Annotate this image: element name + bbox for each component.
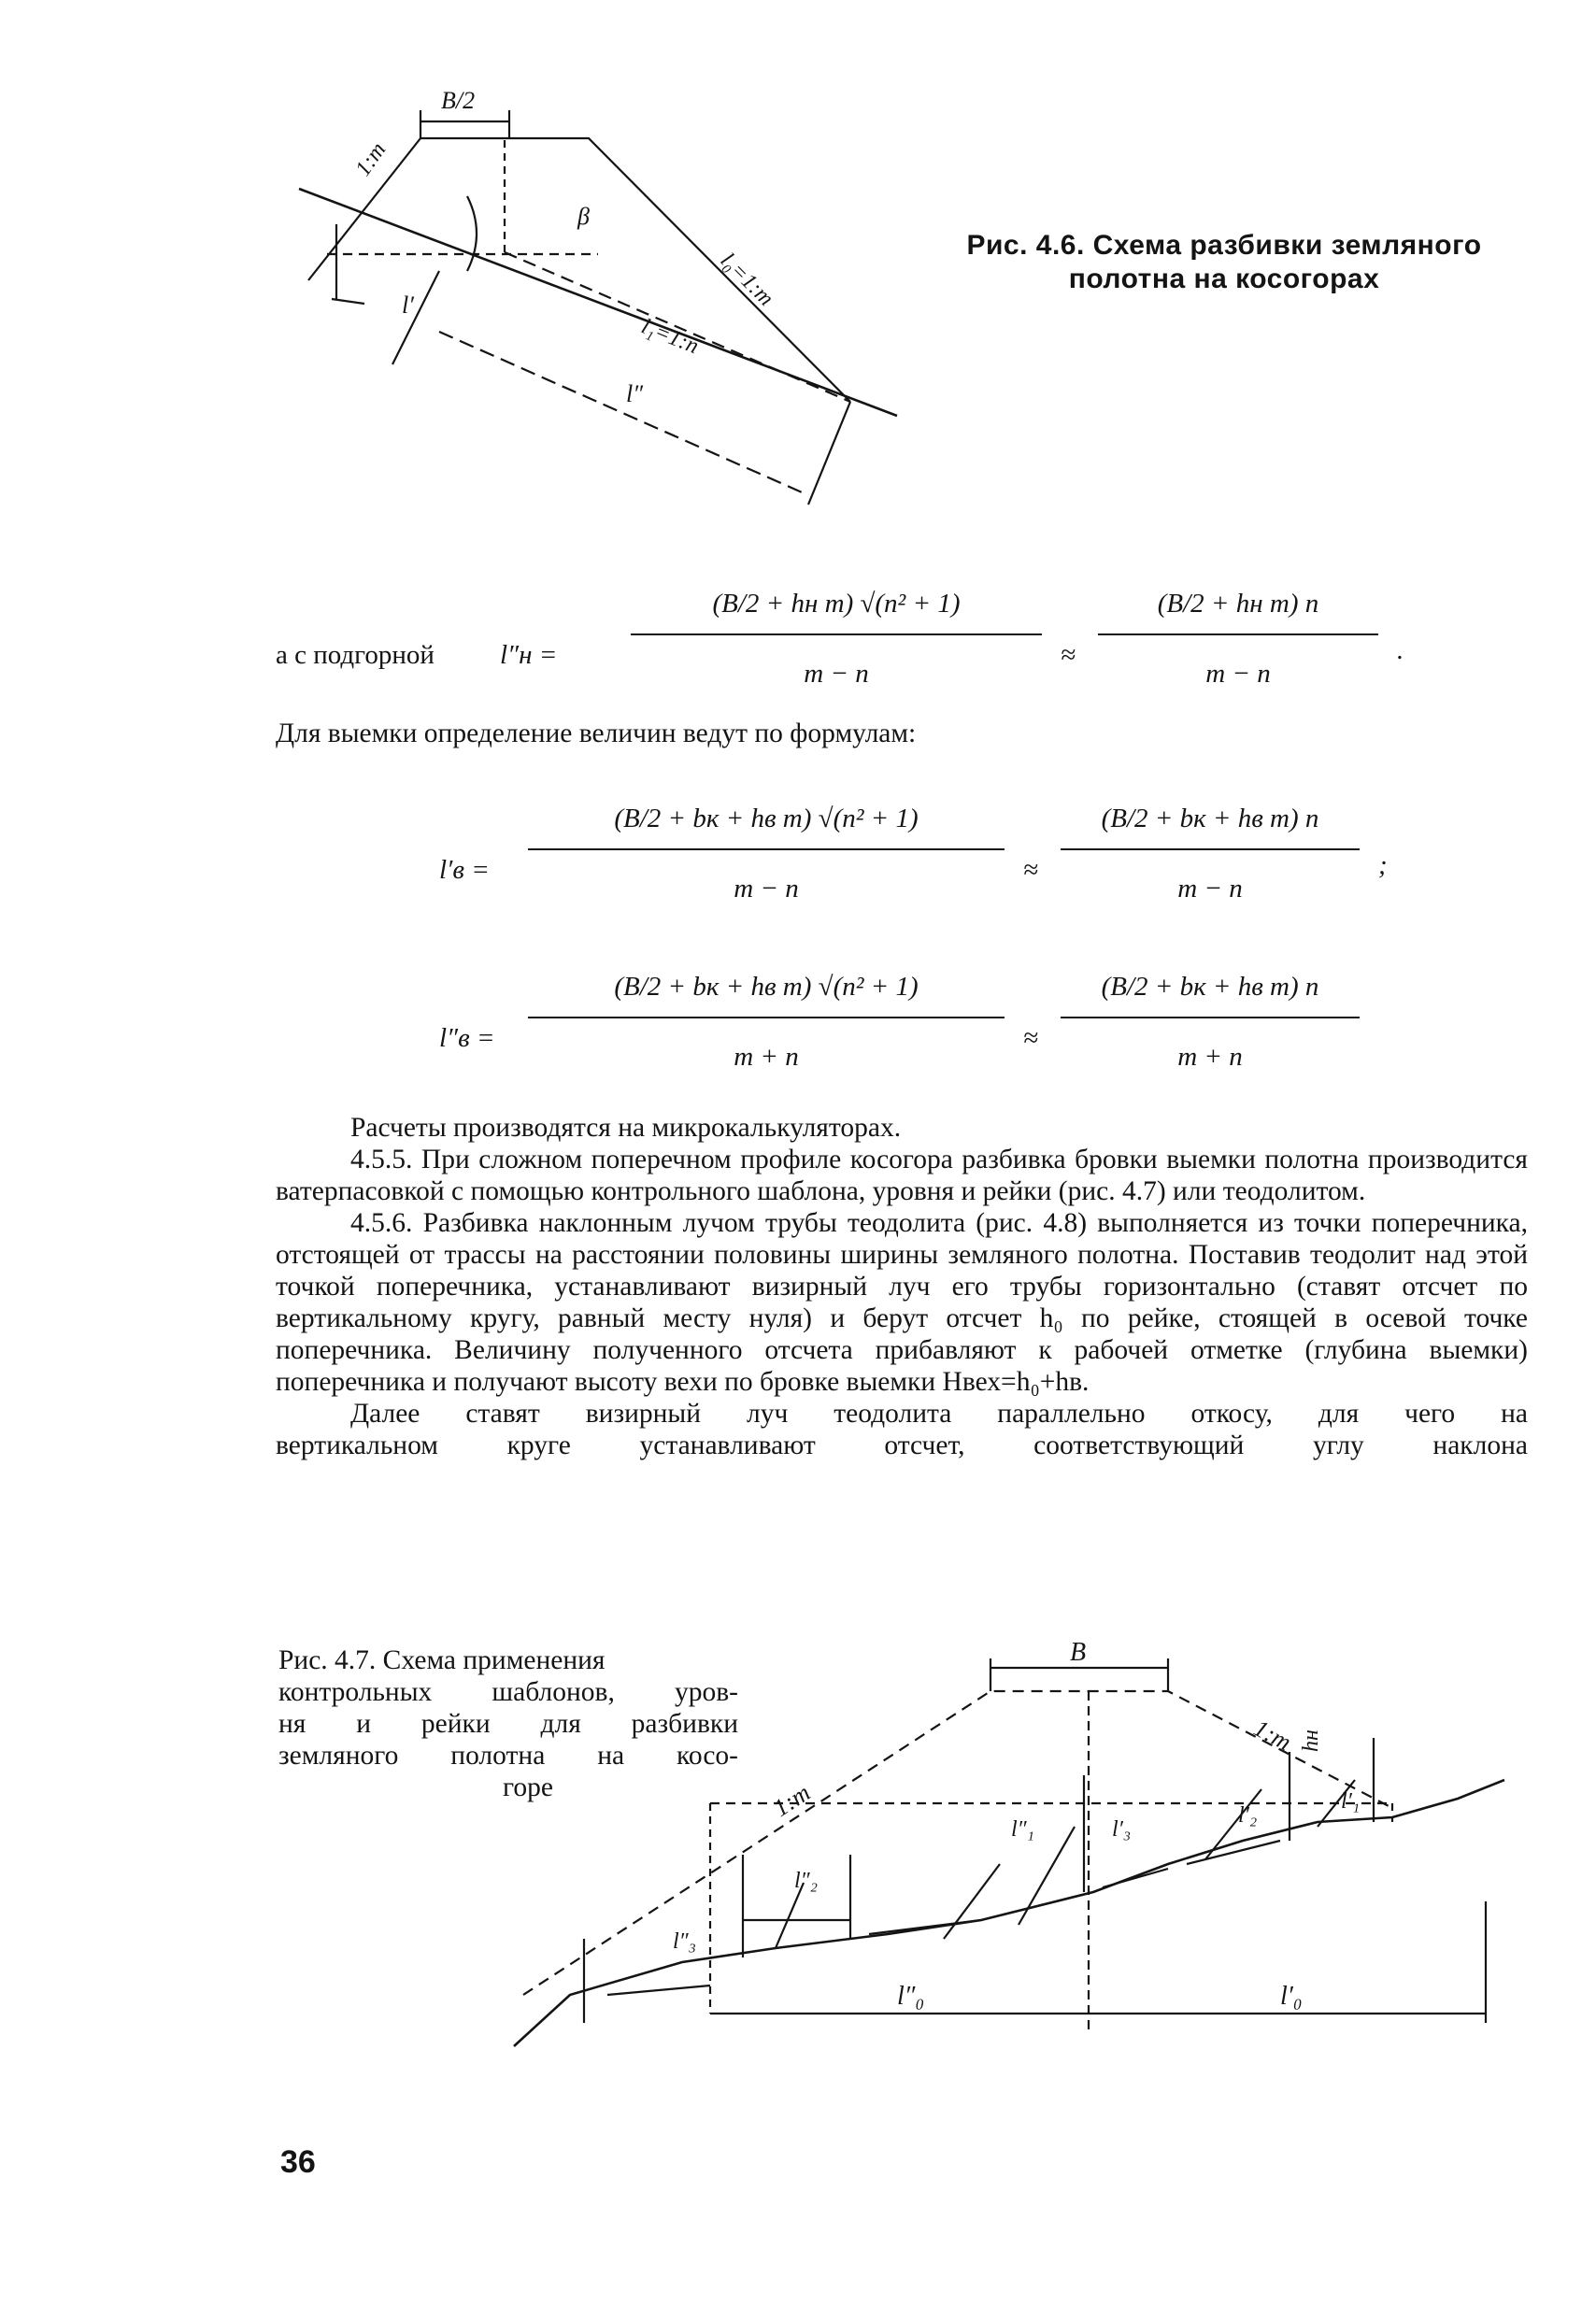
label-l2-lower: l′₂ [1238, 1803, 1258, 1828]
label-l2-upper: l″₂ [794, 1869, 819, 1893]
label-l1: l₁=1:n [637, 314, 703, 360]
paragraph-2: 4.5.5. При сложном поперечном профиле косогора разбивка бровки выемки полотна производится ватерпасовкой с помощью контрольного шаблона, уровня и рейки (рис. 4.7) или теодолитом. [276, 1145, 1528, 1206]
formula-lv2-den-2: m + n [1177, 1042, 1243, 1072]
label-l0-lower: l′₀ [1280, 1982, 1303, 2011]
caption-4-7-line-3: ня и рейки для разбивки [278, 1709, 738, 1739]
formula-lv1-num-2: (B/2 + bк + hв m) n [1101, 804, 1319, 833]
caption-line-1: Рис. 4.6. Схема разбивки земляного [966, 230, 1482, 261]
label-B: B [1070, 1640, 1087, 1667]
label-l1-upper: l″₁ [1011, 1817, 1035, 1842]
label-h: hн [1299, 1729, 1323, 1752]
label-l-upper: l″ [626, 380, 644, 407]
label-l-lower: l′ [402, 292, 414, 319]
caption-4-7-line-4: земляного полотна на косо- [278, 1741, 738, 1771]
formula-lv1-lhs: l′в = [439, 855, 490, 885]
figure-4-7-diagram [495, 1640, 1560, 2088]
formula-lv2-den-1: m + n [734, 1042, 799, 1072]
caption-4-7-line-2: контрольных шаблонов, уров- [278, 1677, 738, 1707]
vyemka-intro: Для выемки определение величин ведут по формулам: [276, 719, 917, 748]
figure-4-6-caption [897, 229, 1551, 296]
formula-lv1-num-1: (B/2 + bк + hв m) √(n² + 1) [614, 804, 919, 833]
formula-prefix: а с подгорной [276, 640, 435, 670]
paragraph-4-line-1: Далее ставят визирный луч теодолита параллельно откосу, для чего на [350, 1399, 1528, 1429]
paragraph-3: 4.5.6. Разбивка наклонным лучом трубы теодолита (рис. 4.8) выполняется из точки поперечника, отстоящей от трассы на расстоянии половины ширины земляного полотна. Поставив теодолит над этой точкой поперечника, устанавливают визирный луч его трубы горизонтально (ставят отсчет по вертикальному кругу, равный месту нуля) и берут отсчет h₀ по рейке, стоящей в осевой точке поперечника. Величину полученного отсчета прибавляют к рабочей отметке (глубина выемки) поперечника и получают высоту вехи по бровке выемки Hвех=h₀+hв. [276, 1208, 1528, 1397]
caption-line-2: полотна на косогорах [1068, 263, 1380, 294]
embankment-outline [420, 138, 850, 402]
formula-lv1-semicolon: ; [1378, 850, 1388, 880]
formula-lv2 [276, 934, 1416, 1084]
formula-lv2-approx: ≈ [1023, 1023, 1038, 1053]
page-number: 36 [280, 2144, 316, 2180]
figure-4-6-diagram [280, 84, 916, 514]
label-slope-m: 1:m [350, 137, 392, 181]
formula-lv1 [276, 766, 1416, 916]
caption-4-7-line-1: Рис. 4.7. Схема применения [278, 1645, 606, 1675]
label-l0-upper: l″₀ [897, 1982, 925, 2011]
body-text [276, 1112, 1528, 1461]
formula-period: . [1397, 635, 1404, 665]
formula-lv1-approx: ≈ [1023, 855, 1038, 885]
ground-profile [514, 1780, 1504, 2046]
label-l3-upper: l″₃ [673, 1929, 697, 1954]
label-l0: l₀=1:m [715, 248, 778, 311]
label-beta: β [577, 203, 590, 230]
label-l3-lower: l′₃ [1112, 1817, 1132, 1842]
formula-num-1: (B/2 + hн m) √(n² + 1) [712, 589, 961, 619]
formula-lv1-den-1: m − n [734, 874, 799, 904]
formula-lv2-num-2: (B/2 + bк + hв m) n [1101, 972, 1319, 1002]
formula-lv2-num-1: (B/2 + bк + hв m) √(n² + 1) [614, 972, 919, 1002]
formula-num-2: (B/2 + hн m) n [1157, 589, 1319, 619]
formula-lv1-den-2: m − n [1177, 874, 1243, 904]
formula-den-1: m − n [804, 659, 869, 689]
formula-lv2-lhs: l″в = [439, 1023, 495, 1053]
formula-den-2: m − n [1205, 659, 1271, 689]
label-slope-right: 1:m [1249, 1714, 1296, 1757]
paragraph-1: Расчеты производятся на микрокалькуляторах. [350, 1113, 902, 1143]
caption-4-7-line-5: горе [503, 1772, 553, 1802]
formula-podgornoy [276, 551, 1416, 701]
label-l1-lower: l′₁ [1341, 1789, 1361, 1814]
paragraph-4-line-2: вертикальном круге устанавливают отсчет, соответствующий углу наклона [276, 1430, 1528, 1460]
label-half-width: B/2 [441, 87, 476, 114]
formula-lhs: l″н = [500, 640, 558, 670]
label-slope-left: 1:m [768, 1778, 816, 1823]
formula-approx: ≈ [1061, 640, 1076, 670]
ground-line [299, 189, 897, 416]
